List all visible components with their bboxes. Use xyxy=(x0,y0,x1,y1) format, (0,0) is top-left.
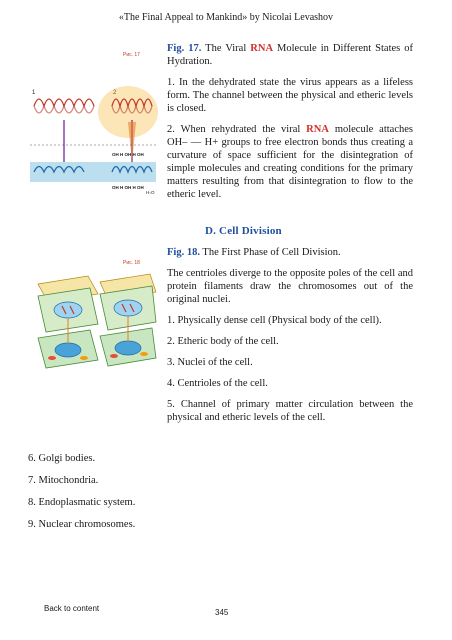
fig17-caption-a: The Viral xyxy=(205,43,251,54)
fig17-num-1: 1 xyxy=(32,90,36,96)
fig18-ref-link[interactable]: Fig. 18. xyxy=(167,247,200,258)
fig17-h2o: H₂O xyxy=(146,190,155,194)
virus-rna-illustration xyxy=(28,44,158,194)
fig17-item-2-rna: RNA xyxy=(306,124,329,135)
fig18-item-2: 2. Etheric body of the cell. xyxy=(167,336,279,347)
fig18-item-4: 4. Centrioles of the cell. xyxy=(167,378,268,389)
fig17-caption-rna: RNA xyxy=(250,43,274,54)
fig17-item-1: 1. In the dehydrated state the virus appears as a lifeless form. The channel between the physical and etheric levels is closed. xyxy=(167,77,413,114)
fig17-ref-link[interactable]: Fig. 17. xyxy=(167,43,202,54)
figure-17-image xyxy=(28,44,158,194)
figure-17-label: Рис. 17 xyxy=(123,52,140,58)
fig17-caption-b: Molecule in Different States of Hydration. xyxy=(167,43,414,67)
fig18-item-1: 1. Physically dense cell (Physical body of the cell). xyxy=(167,315,382,326)
figure-18-label: Рис. 18 xyxy=(123,260,140,266)
fig18-item-6: 6. Golgi bodies. xyxy=(28,453,96,464)
fig17-caption xyxy=(167,42,413,68)
back-to-content-link[interactable]: Back to content xyxy=(44,604,100,613)
fig18-caption xyxy=(167,246,413,259)
fig17-text-block xyxy=(167,42,413,209)
page-number: 345 xyxy=(215,608,229,617)
fig18-text-block xyxy=(167,246,413,432)
fig18-intro: The centrioles diverge to the opposite poles of the cell and protein filaments draw the chromosomes out of the original nuclei. xyxy=(167,268,413,305)
fig18-item-7: 7. Mitochondria. xyxy=(28,475,99,486)
fig17-item-2-b: molecule attaches OH– — H+ groups to free electron bonds thus creating a curvature of space sufficient for the disintegration of simple molecules and creating conditions for the primary matters resulting from that disintegration to flow to the etheric level. xyxy=(167,124,413,200)
fig18-item-8: 8. Endoplasmatic system. xyxy=(28,497,136,508)
fig17-oh-row-1: OH H OH H OH xyxy=(112,152,144,157)
fig18-item-3: 3. Nuclei of the cell. xyxy=(167,357,253,368)
fig18-item-9: 9. Nuclear chromosomes. xyxy=(28,519,136,530)
fig17-oh-row-2: OH H OH H OH xyxy=(112,185,144,190)
fig17-num-2: 2 xyxy=(113,90,117,96)
fig18-caption-text: The First Phase of Cell Division. xyxy=(199,247,341,258)
fig17-item-2-a: 2. When rehydrated the viral xyxy=(167,124,307,135)
fig17-item-2 xyxy=(167,123,413,201)
section-heading: D. Cell Division xyxy=(205,225,282,237)
cell-division-illustration xyxy=(28,254,158,394)
figure-18-image xyxy=(28,254,158,394)
running-header: «The Final Appeal to Mankind» by Nicolai Levashov xyxy=(118,12,334,23)
fig18-item-5: 5. Channel of primary matter circulation between the physical and etheric levels of the cell. xyxy=(167,399,413,423)
fig18-continued-list xyxy=(28,452,328,540)
